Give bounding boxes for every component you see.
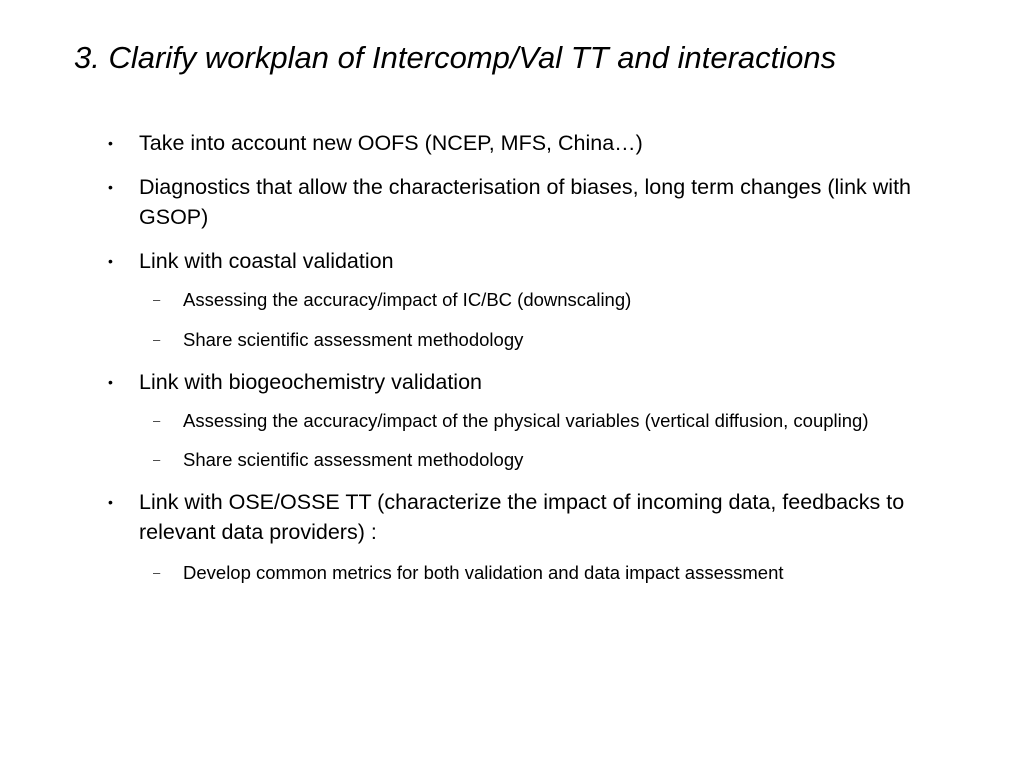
bullet-dot-icon: • [108, 374, 113, 390]
bullet-dot-icon: • [108, 179, 113, 195]
sub-bullet-text: Develop common metrics for both validation and data impact assessment [183, 562, 784, 583]
sub-bullet-row [0, 326, 973, 353]
bullet-text: Diagnostics that allow the characterisation of biases, long term changes (link with GSOP) [139, 175, 911, 229]
sub-bullet-text: Share scientific assessment methodology [183, 449, 524, 470]
bullet-row [0, 172, 969, 232]
dash-icon: – [153, 292, 161, 307]
bullet-item [0, 487, 1023, 586]
bullet-text: Link with OSE/OSSE TT (characterize the impact of incoming data, feedbacks to relevant data providers) : [139, 490, 905, 544]
bullet-list [0, 128, 1023, 586]
sub-bullet-row [0, 446, 973, 473]
sub-bullet-text: Share scientific assessment methodology [183, 329, 524, 350]
bullet-dot-icon: • [108, 494, 113, 510]
bullet-row [0, 487, 969, 547]
bullet-item [0, 128, 1023, 158]
sub-bullet-row [0, 286, 973, 313]
bullet-row [0, 128, 969, 158]
dash-icon: – [153, 452, 161, 467]
bullet-item [0, 172, 1023, 232]
bullet-dot-icon: • [108, 253, 113, 269]
bullet-row [0, 367, 969, 397]
bullet-text: Take into account new OOFS (NCEP, MFS, China…) [139, 131, 643, 155]
slide-title: 3. Clarify workplan of Intercomp/Val TT and interactions [74, 40, 837, 75]
sub-bullet-text: Assessing the accuracy/impact of the physical variables (vertical diffusion, coupling) [183, 410, 869, 431]
dash-icon: – [153, 413, 161, 428]
sub-bullet-row [0, 407, 973, 434]
bullet-dot-icon: • [108, 135, 113, 151]
bullet-row [0, 246, 969, 276]
sub-bullet-text: Assessing the accuracy/impact of IC/BC (downscaling) [183, 289, 632, 310]
bullet-text: Link with coastal validation [139, 249, 394, 273]
dash-icon: – [153, 565, 161, 580]
bullet-text: Link with biogeochemistry validation [139, 370, 482, 394]
bullet-item [0, 246, 1023, 353]
bullet-item [0, 367, 1023, 473]
dash-icon: – [153, 332, 161, 347]
sub-bullet-row [0, 559, 973, 586]
